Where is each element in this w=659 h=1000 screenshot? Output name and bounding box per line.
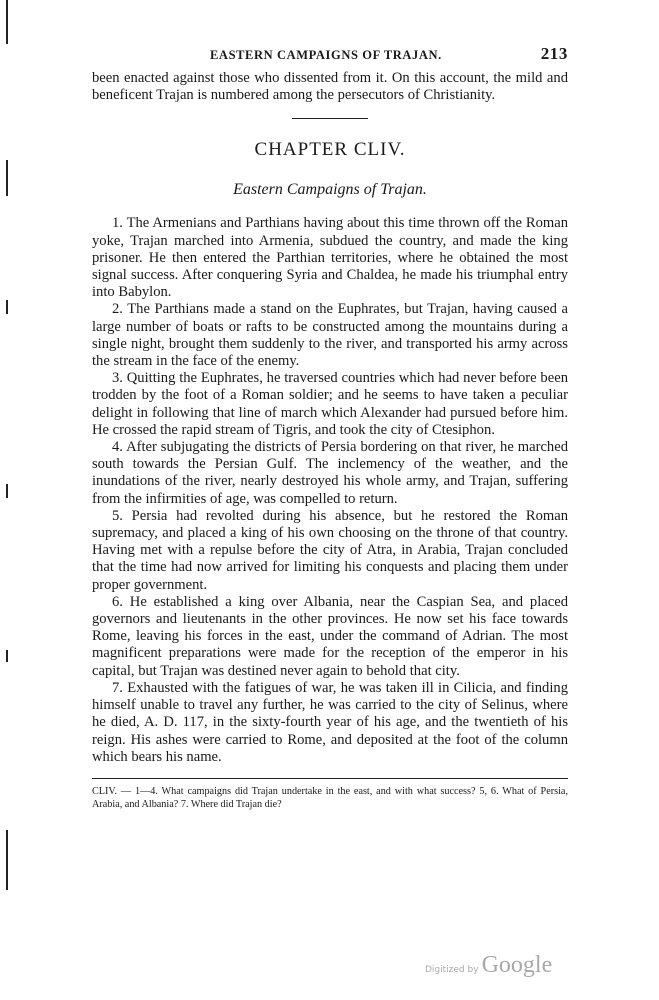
chapter-heading: CHAPTER CLIV.	[254, 139, 406, 161]
paragraph-4: 4. After subjugating the districts of Persia bordering on that river, he marched south towards the Persian Gulf. The inclemency of the weather, and the inundations of the river, nearly destroyed his whole army, and Trajan, suffering from the infirmities of age, was compelled to return.	[92, 439, 568, 507]
footnote-questions: CLIV. — 1—4. What campaigns did Trajan undertake in the east, and with what success? 5, 6. What of Persia, Arabia, and Albania? 7. Where did Trajan die?	[92, 785, 568, 810]
page-edge-mark	[6, 300, 8, 314]
running-head	[92, 44, 568, 66]
paragraph-5: 5. Persia had revolted during his absence, but he restored the Roman supremacy, and placed a king of his own choosing on the throne of that country. Having met with a repulse before the city of Atra, in Arabia, Trajan concluded that the time had now arrived for limiting his conquests and placing them under proper government.	[92, 507, 568, 593]
running-head-title: EASTERN CAMPAIGNS OF TRAJAN.	[210, 48, 442, 62]
chapter-body	[92, 215, 568, 766]
book-page	[92, 44, 568, 811]
paragraph-6: 6. He established a king over Albania, near the Caspian Sea, and placed governors and lieutenants in the other provinces. He now set his face towards Rome, leaving his forces in the east, under the command of Adrian. The most magnificent preparations were made for the reception of the emperor in his capital, but Trajan was destined never again to behold that city.	[92, 593, 568, 679]
paragraph-1: 1. The Armenians and Parthians having about this time thrown off the Roman yoke, Trajan marched into Armenia, subdued the country, and made the king prisoner. He then entered the Parthian territories, where he obtained the most signal success. After conquering Syria and Chaldea, he made his triumphal entry into Babylon.	[92, 215, 568, 301]
page-edge-mark	[6, 0, 8, 44]
page-edge-mark	[6, 484, 8, 498]
paragraph-7: 7. Exhausted with the fatigues of war, he was taken ill in Cilicia, and finding himself unable to travel any further, he was carried to the city of Selinus, where he died, A. D. 117, in the sixty-fourth year of his age, and the twentieth of his reign. His ashes were carried to Rome, and deposited at the foot of the column which bears his name.	[92, 679, 568, 765]
page-edge-mark	[6, 650, 8, 662]
paragraph-2: 2. The Parthians made a stand on the Euphrates, but Trajan, having caused a large number of boats or rafts to be constructed among the mountains during a single night, brought them suddenly to the river, and transported his army across the stream in the face of the enemy.	[92, 301, 568, 370]
continuation-paragraph: been enacted against those who dissented from it. On this account, the mild and beneficent Trajan is numbered among the persecutors of Christianity.	[92, 70, 568, 104]
footnote-rule	[92, 778, 568, 779]
google-logo: Google	[481, 952, 553, 978]
page-edge-mark	[6, 160, 8, 196]
watermark-prefix: Digitized by	[425, 965, 479, 975]
chapter-subtitle: Eastern Campaigns of Trajan.	[233, 181, 427, 199]
paragraph-3: 3. Quitting the Euphrates, he traversed countries which had never before been trodden by the foot of a Roman soldier; and he seems to have taken a peculiar delight in following that line of march which Alexander had pursued before him. He crossed the rapid stream of Tigris, and took the city of Ctesiphon.	[92, 370, 568, 438]
section-divider	[292, 118, 368, 119]
page-number: 213	[540, 44, 568, 63]
digitized-watermark	[425, 952, 552, 979]
page-edge-mark	[6, 830, 8, 890]
